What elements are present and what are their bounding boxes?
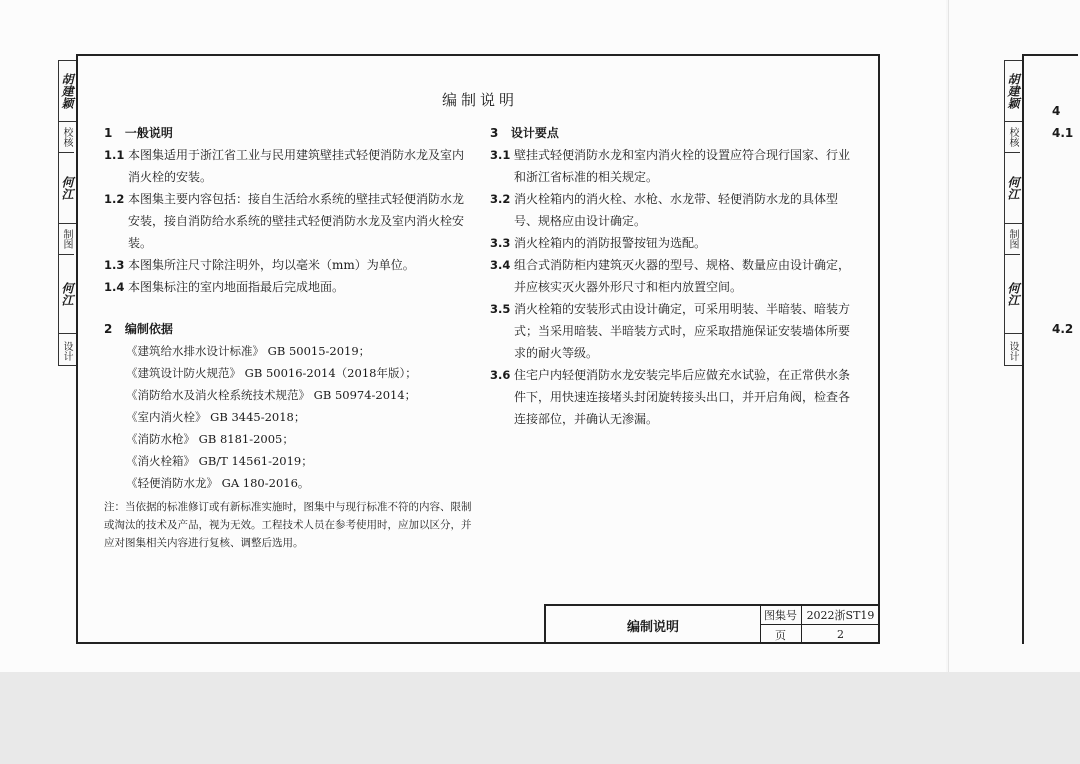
- sidebar-cell: 制图: [1005, 224, 1020, 255]
- item-number: 3.1: [490, 148, 511, 162]
- scan-bottom-margin: [0, 672, 1080, 764]
- atlas-number: 2022浙ST19: [802, 606, 880, 625]
- sidebar-cell: 何江: [1005, 153, 1022, 224]
- section-3-heading: 3 设计要点: [490, 126, 559, 140]
- sidebar-cell: 何江: [59, 153, 76, 224]
- next-drawing-frame: [1022, 54, 1078, 644]
- general-item: [104, 144, 474, 188]
- design-item: [490, 144, 850, 188]
- design-item: [490, 364, 850, 430]
- reference-item: 《室内消火栓》 GB 3445-2018；: [126, 410, 306, 424]
- design-item: [490, 298, 850, 364]
- next-signature-strip: [1004, 60, 1024, 366]
- item-number: 3.3: [490, 236, 511, 250]
- title-block: [544, 604, 880, 644]
- page-title: 编制说明: [441, 91, 518, 109]
- item-text: 本图集所注尺寸除注明外，均以毫米（mm）为单位。: [128, 258, 415, 272]
- sidebar-cell: 设计: [1007, 341, 1018, 361]
- next-section-4: 4: [1052, 104, 1061, 118]
- reference-item: 《轻便消防水龙》 GA 180-2016。: [126, 476, 310, 490]
- item-text: 本图集标注的室内地面指最后完成地面。: [128, 280, 345, 294]
- note-text: 注：当依据的标准修订或有新标准实施时，图集中与现行标准不符的内容、限制或淘汰的技术及产品，视为无效。工程技术人员在参考使用时，应加以区分，并应对图集相关内容进行复核、调整后选用。: [104, 501, 472, 549]
- sidebar-cell: 胡建颖: [59, 61, 76, 122]
- title-block-name: 编制说明: [546, 606, 761, 644]
- section-1-heading: 1 一般说明: [104, 126, 173, 140]
- section-1-items: [104, 144, 474, 298]
- sidebar-cell: 校核: [1005, 122, 1020, 153]
- design-item: [490, 232, 850, 254]
- item-text: 壁挂式轻便消防水龙和室内消火栓的设置应符合现行国家、行业和浙江省标准的相关规定。: [514, 148, 851, 184]
- sidebar-cell: 何江: [1005, 255, 1022, 334]
- item-text: 组合式消防柜内建筑灭火器的型号、规格、数量应由设计确定，并应核实灭火器外形尺寸和柜内放置空间。: [514, 258, 851, 294]
- item-number: 1.1: [104, 148, 125, 162]
- item-number: 1.3: [104, 258, 125, 272]
- item-number: 3.5: [490, 302, 511, 316]
- sidebar-cell: 设计: [61, 341, 72, 361]
- right-column: [490, 122, 850, 430]
- item-number: 3.2: [490, 192, 511, 206]
- section-3-items: [490, 144, 850, 430]
- design-item: [490, 188, 850, 232]
- signature-strip: [58, 60, 78, 366]
- reference-list: [104, 340, 474, 494]
- reference-item: 《建筑设计防火规范》 GB 50016-2014（2018年版）；: [126, 366, 417, 380]
- item-number: 1.4: [104, 280, 125, 294]
- general-item: [104, 188, 474, 254]
- item-text: 消火栓箱内的消火栓、水枪、水龙带、轻便消防水龙的具体型号、规格应由设计确定。: [514, 192, 839, 228]
- reference-item: 《建筑给水排水设计标准》 GB 50015-2019；: [126, 344, 371, 358]
- sidebar-cell: 何江: [59, 255, 76, 334]
- item-text: 住宅户内轻便消防水龙安装完毕后应做充水试验，在正常供水条件下，用快速连接堵头封闭旋转接头出口，并开启角阀，检查各连接部位，并确认无渗漏。: [514, 368, 851, 426]
- item-text: 本图集主要内容包括：接自生活给水系统的壁挂式轻便消防水龙安装，接自消防给水系统的壁挂式轻便消防水龙及室内消火栓安装。: [128, 192, 465, 250]
- item-number: 3.4: [490, 258, 511, 272]
- sidebar-cell: 校核: [59, 122, 74, 153]
- general-item: [104, 276, 474, 298]
- item-text: 消火栓箱的安装形式由设计确定，可采用明装、半暗装、暗装方式；当采用暗装、半暗装方式时，应采取措施保证安装墙体所要求的耐火等级。: [514, 302, 851, 360]
- general-item: [104, 254, 474, 276]
- item-text: 本图集适用于浙江省工业与民用建筑壁挂式轻便消防水龙及室内消火栓的安装。: [128, 148, 465, 184]
- page-number: 2: [802, 625, 880, 644]
- item-number: 3.6: [490, 368, 511, 382]
- sidebar-cell: 胡建颖: [1005, 61, 1022, 122]
- reference-item: 《消防给水及消火栓系统技术规范》 GB 50974-2014；: [126, 388, 417, 402]
- section-2-heading: 2 编制依据: [104, 322, 173, 336]
- atlas-label: 图集号: [760, 606, 802, 625]
- sidebar-cell: 制图: [59, 224, 74, 255]
- page-label: 页: [760, 625, 802, 644]
- item-text: 消火栓箱内的消防报警按钮为选配。: [514, 236, 707, 250]
- left-column: [104, 122, 474, 552]
- next-section-4-1: 4.1: [1052, 126, 1074, 140]
- reference-item: 《消防水枪》 GB 8181-2005；: [126, 432, 294, 446]
- design-item: [490, 254, 850, 298]
- next-section-4-2: 4.2: [1052, 322, 1074, 336]
- item-number: 1.2: [104, 192, 125, 206]
- reference-item: 《消火栓箱》 GB/T 14561-2019；: [126, 454, 313, 468]
